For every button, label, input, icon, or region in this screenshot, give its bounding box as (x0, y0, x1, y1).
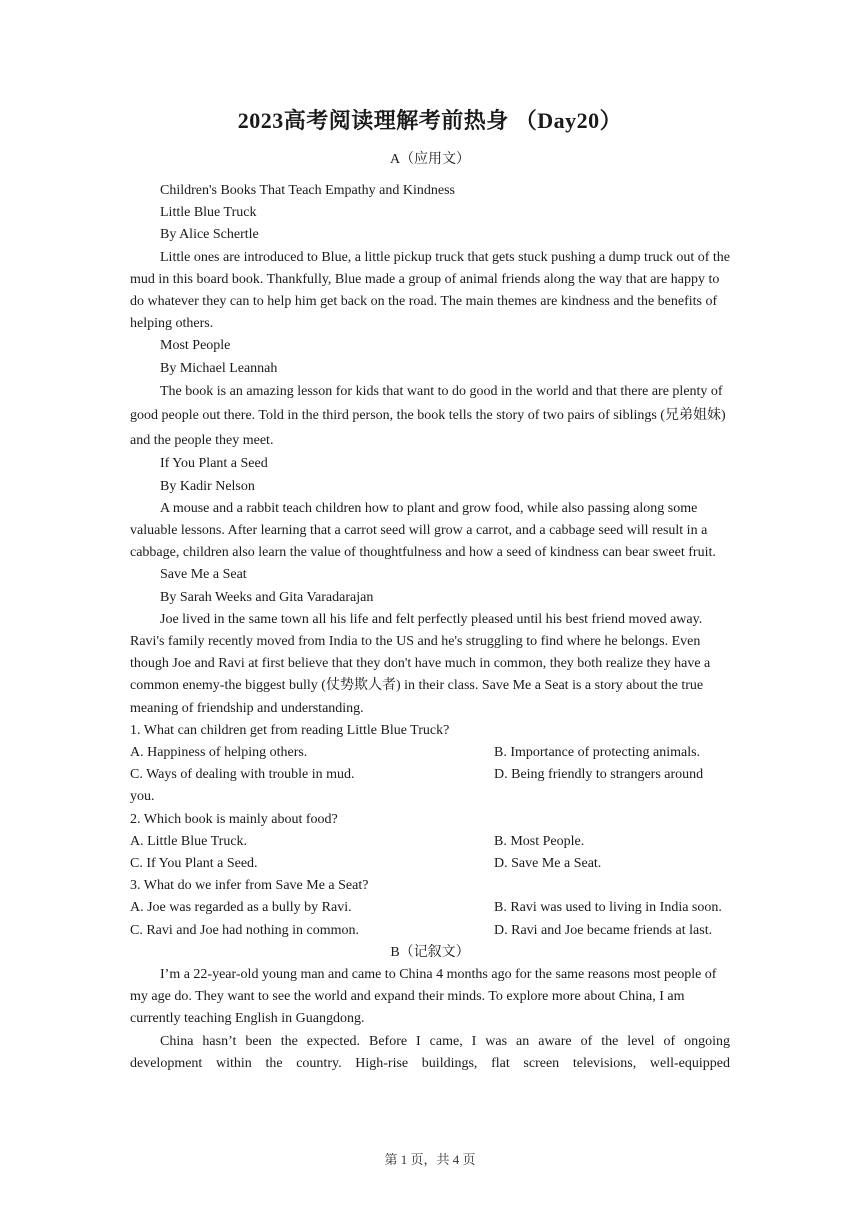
page-title: 2023高考阅读理解考前热身 （Day20） (237, 108, 623, 133)
passage-paragraph-line: development within the country. High-rise buildings, flat screen televisions, well-equipped (130, 1055, 730, 1071)
option-b: B. Ravi was used to living in India soon. (494, 900, 722, 916)
question-stem: 3. What do we infer from Save Me a Seat? (130, 878, 369, 894)
question-stem: 2. Which book is mainly about food? (130, 811, 338, 827)
book-author: By Sarah Weeks and Gita Varadarajan (160, 589, 374, 605)
option-row (130, 897, 730, 919)
option-row (130, 742, 730, 764)
option-row (130, 831, 730, 853)
option-c: C. If You Plant a Seed. (130, 855, 258, 871)
option-c: C. Ravi and Joe had nothing in common. (130, 922, 360, 938)
option-b: B. Importance of protecting animals. (494, 744, 701, 760)
option-d: D. Being friendly to strangers around (494, 767, 704, 783)
book-list-title: Children's Books That Teach Empathy and Kindness (160, 183, 455, 198)
book-author: By Kadir Nelson (160, 478, 255, 494)
option-row (130, 764, 730, 786)
option-a: A. Little Blue Truck. (130, 833, 248, 849)
section-a-heading: A（应用文） (389, 152, 471, 167)
passage-paragraph: I’m a 22-year-old young man and came to China 4 months ago for the same reasons most people of my age do. They want to see the world and expand their minds. To explore more about China, I am currently teaching English in Guangdong. (130, 967, 717, 1027)
book-title: Little Blue Truck (160, 205, 257, 221)
option-d-continuation: you. (130, 789, 155, 805)
option-row (130, 920, 730, 942)
book-title: Save Me a Seat (160, 567, 247, 583)
option-a: A. Happiness of helping others. (130, 744, 308, 760)
option-c: C. Ways of dealing with trouble in mud. (130, 767, 355, 783)
book-author: By Alice Schertle (160, 227, 259, 243)
book-description: Joe lived in the same town all his life and felt perfectly pleased until his best friend moved away. Ravi's family recently moved from India to the US and he's struggling to find where he belongs. Even though Joe and Ravi at first believe that they don't have much in common, they both realize they have a common enemy-the biggest bully (仗势欺人者) in their class. Save Me a Seat is a story about the true meaning of friendship and understanding. (130, 611, 711, 716)
book-author: By Michael Leannah (160, 360, 278, 376)
question-stem: 1. What can children get from reading Little Blue Truck? (130, 722, 450, 738)
book-description: A mouse and a rabbit teach children how to plant and grow food, while also passing along some valuable lessons. After learning that a carrot seed will grow a carrot, and a cabbage seed will result in a cabbage, children also learn the value of thoughtfulness and how a seed of kindness can bear sweet fruit. (130, 500, 716, 561)
option-d: D. Ravi and Joe became friends at last. (494, 922, 713, 938)
option-d: D. Save Me a Seat. (494, 855, 602, 871)
book-title: Most People (160, 338, 231, 354)
book-title: If You Plant a Seed (160, 456, 268, 472)
option-row (130, 853, 730, 875)
option-a: A. Joe was regarded as a bully by Ravi. (130, 900, 352, 916)
option-b: B. Most People. (494, 833, 585, 849)
book-description: The book is an amazing lesson for kids that want to do good in the world and that there are plenty of good people out there. Told in the third person, the book tells the story of two pairs of siblings (兄弟姐妹) and the people they meet. (130, 383, 726, 448)
book-description: Little ones are introduced to Blue, a little pickup truck that gets stuck pushing a dump truck out of the mud in this board book. Thankfully, Blue made a group of animal friends along the way that are happy to do whatever they can to help him get back on the road. The main themes are kindness and the benefits of helping others. (130, 249, 730, 332)
section-b-heading: B（记叙文） (390, 944, 470, 960)
page-footer: 第 1 页，共 4 页 (384, 1152, 476, 1167)
document-body (130, 180, 730, 1075)
passage-paragraph-line: China hasn’t been the expected. Before I came, I was an aware of the level of ongoing (160, 1033, 730, 1049)
